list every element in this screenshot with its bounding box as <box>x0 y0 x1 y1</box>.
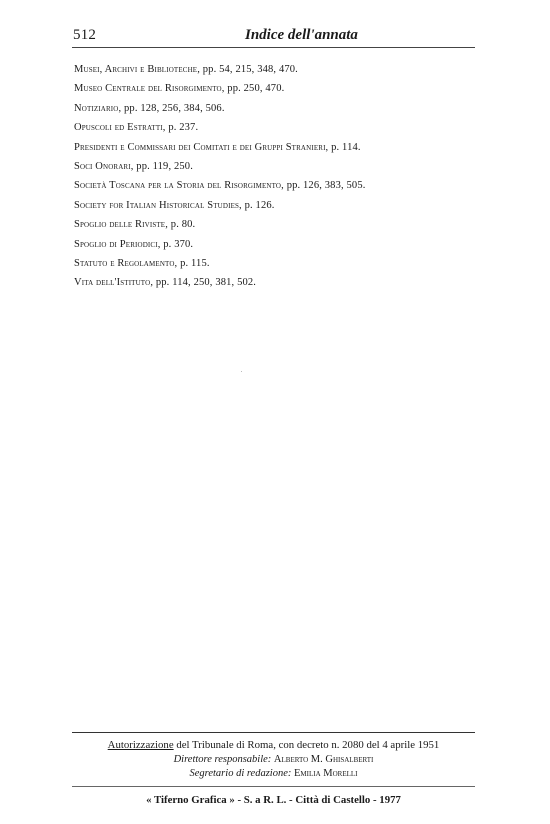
index-entry <box>74 118 484 137</box>
authorization-word: Autorizzazione <box>107 739 174 751</box>
entry-title: Presidenti e Commissari dei Comitati e dei Gruppi Stranieri, <box>74 141 329 153</box>
authorization-line <box>72 738 475 753</box>
printer-line <box>72 793 475 808</box>
index-entry <box>74 99 484 118</box>
entry-title: Vita dell'Istituto, <box>74 277 154 289</box>
entry-refs: p. 370. <box>163 238 194 250</box>
secretary-label: Segretario di redazione: <box>189 768 292 779</box>
page-speck <box>241 371 242 372</box>
director-line <box>72 753 475 768</box>
entry-title: Società Toscana per la Storia del Risorgimento, <box>74 180 284 192</box>
entry-title: Spoglio delle Riviste, <box>74 219 169 231</box>
entry-refs: pp. 126, 383, 505. <box>286 180 366 192</box>
index-entry <box>74 196 484 215</box>
index-entry <box>74 273 484 292</box>
printer-name: « Tiferno Grafica » <box>146 793 235 806</box>
header-rule <box>72 47 475 48</box>
printer-details: - S. a R. L. - Città di Castello - 1977 <box>237 793 401 806</box>
index-entries <box>74 60 484 293</box>
entry-title: Notiziario, <box>74 102 122 114</box>
index-entry <box>74 157 484 176</box>
colophon <box>72 732 492 807</box>
entry-refs: p. 80. <box>170 219 196 231</box>
entry-refs: pp. 54, 215, 348, 470. <box>202 64 298 75</box>
colophon-top-rule <box>72 732 475 733</box>
index-entry <box>74 254 484 273</box>
entry-title: Statuto e Regolamento, <box>74 258 178 270</box>
index-entry <box>74 138 484 157</box>
entry-refs: p. 237. <box>168 122 199 134</box>
entry-refs: p. 114. <box>331 141 361 153</box>
index-entry <box>74 215 484 234</box>
entry-refs: p. 126. <box>244 199 275 211</box>
secretary-name: Emilia Morelli <box>294 768 358 779</box>
authorization-text: del Tribunale di Roma, con decreto n. 2080 del 4 aprile 1951 <box>176 739 440 751</box>
entry-title: Spoglio di Periodici, <box>74 238 161 250</box>
entry-title: Museo Centrale del Risorgimento, <box>74 83 225 95</box>
index-entry <box>74 60 484 79</box>
running-title: Indice dell'annata <box>245 27 358 43</box>
director-label: Direttore responsabile: <box>173 753 272 765</box>
secretary-line <box>72 767 475 782</box>
index-entry <box>74 79 484 98</box>
index-entry <box>74 176 484 195</box>
index-entry <box>74 235 484 254</box>
entry-refs: pp. 128, 256, 384, 506. <box>124 102 225 114</box>
page-number: 512 <box>73 27 97 43</box>
entry-refs: pp. 250, 470. <box>227 83 285 95</box>
entry-refs: pp. 114, 250, 381, 502. <box>155 277 257 289</box>
entry-title: Musei, Archivi e Biblioteche, <box>74 64 200 75</box>
entry-refs: pp. 119, 250. <box>136 161 193 173</box>
entry-title: Society for Italian Historical Studies, <box>74 199 242 211</box>
entry-title: Opuscoli ed Estratti, <box>74 122 166 134</box>
colophon-mid-rule <box>72 786 475 787</box>
director-name: Alberto M. Ghisalberti <box>273 753 374 765</box>
entry-title: Soci Onorari, <box>74 161 134 173</box>
entry-refs: p. 115. <box>180 258 210 270</box>
